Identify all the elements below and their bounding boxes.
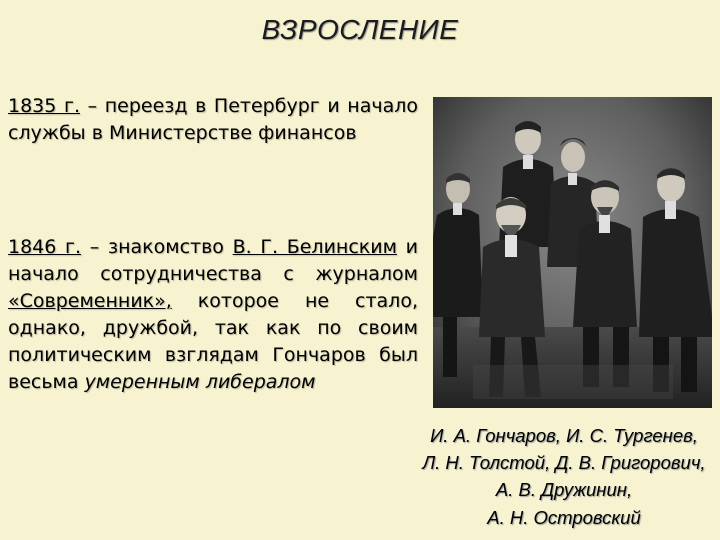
photo-caption bbox=[408, 422, 720, 503]
paragraph-1846 bbox=[8, 234, 418, 396]
year-1846: 1846 г. bbox=[8, 236, 82, 258]
para1-text: – переезд в Петербург и начало службы в Министерстве финансов bbox=[8, 95, 419, 144]
para2-text-a: – знакомство bbox=[81, 236, 233, 258]
slide-title: ВЗРОСЛЕНИЕ bbox=[261, 14, 459, 45]
caption-line-2: Л. Н. Толстой, Д. В. Григорович, bbox=[422, 452, 706, 473]
belinsky-name: В. Г. Белинским bbox=[232, 236, 397, 258]
moderate-liberal-emphasis: умеренным либералом bbox=[84, 371, 316, 393]
caption-line-4: А. Н. Островский bbox=[487, 507, 641, 528]
year-1835: 1835 г. bbox=[8, 95, 80, 117]
photo-illustration bbox=[433, 97, 712, 408]
caption-line-1: И. А. Гончаров, И. С. Тургенев, bbox=[430, 425, 698, 446]
para2-text-c: которое не стало, однако, дружбой, так как по своим политическим взглядам Гончаров был весьма bbox=[8, 290, 418, 393]
journal-name: «Современник», bbox=[8, 290, 172, 312]
group-portrait-photo bbox=[433, 97, 712, 408]
para2-text-b: и начало сотрудничества с журналом bbox=[8, 236, 418, 285]
paragraph-1835 bbox=[8, 93, 418, 147]
caption-line-3: А. В. Дружинин, bbox=[495, 479, 633, 500]
